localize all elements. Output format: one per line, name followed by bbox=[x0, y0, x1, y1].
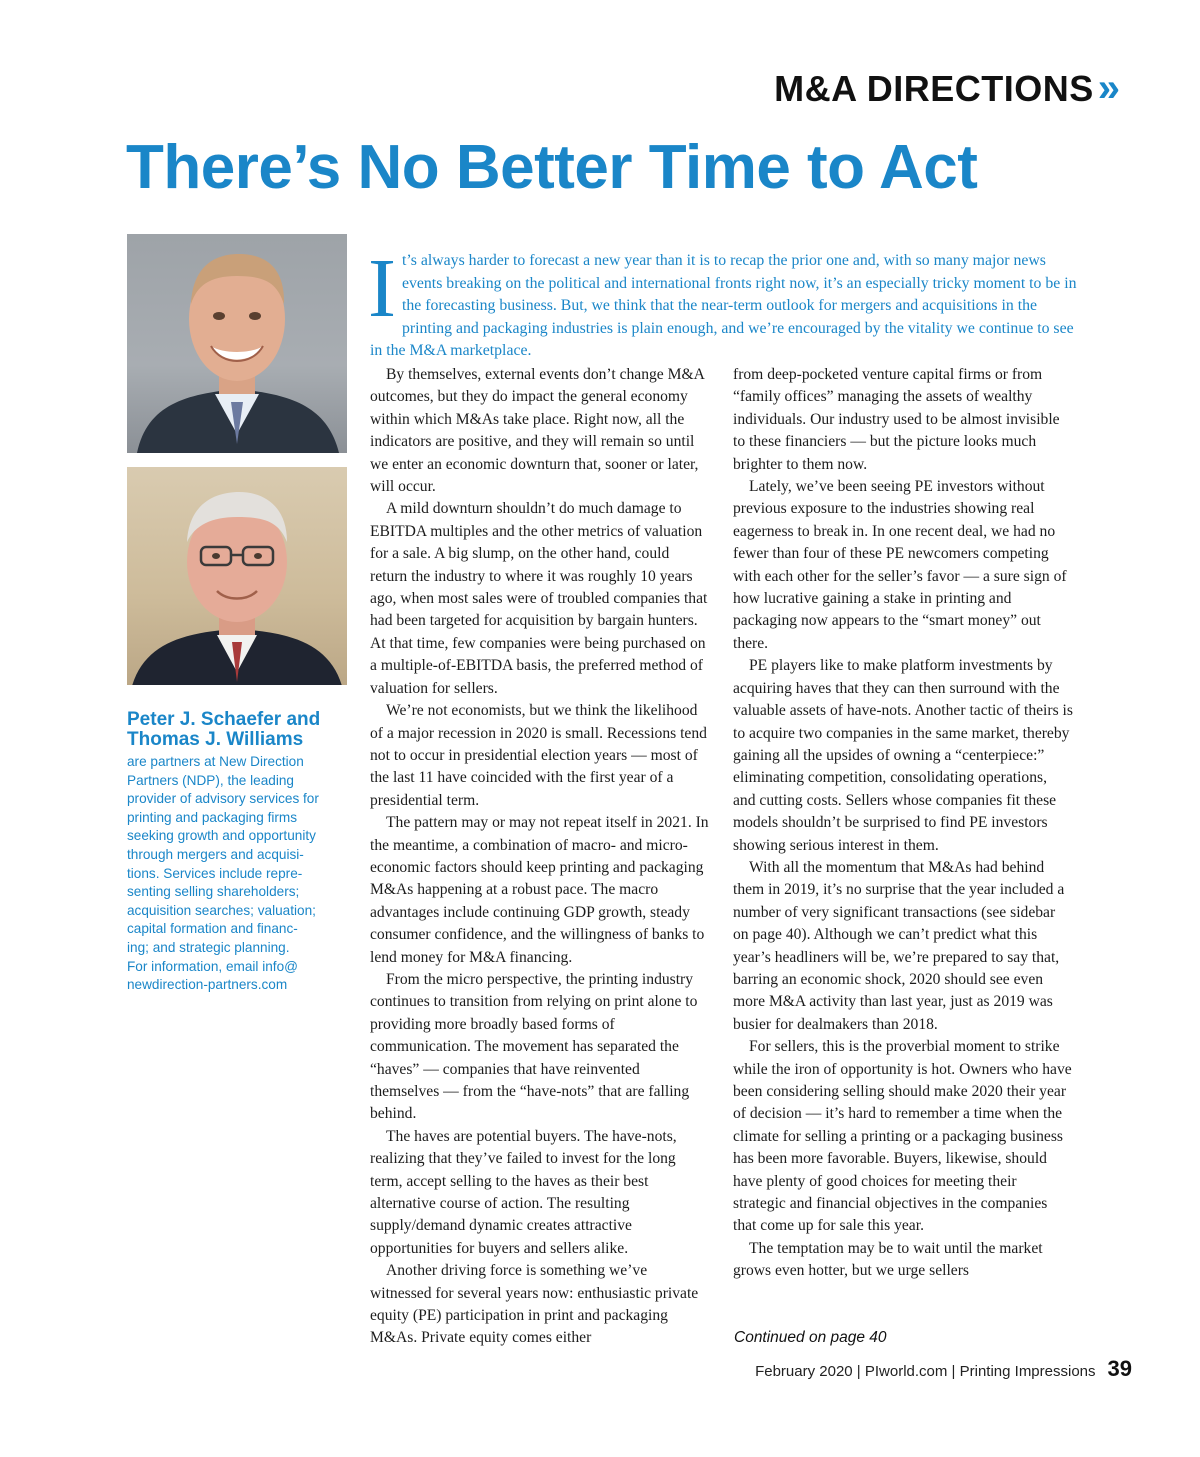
paragraph: PE players like to make platform investments by acquiring haves that they can then surround with the valuable assets of have-nots. Another tactic of theirs is to acquire two companies in the same market, thereby gaining all the upsides of owning a “centerpiece:” eliminating competition, consolidating operations, and cutting costs. Sellers whose companies fit these models shouldn’t be surprised to find PE investors showing serious interest in them. bbox=[733, 657, 1073, 854]
chevron-right-icon: » bbox=[1097, 66, 1112, 110]
author-photo-thomas-williams bbox=[127, 467, 347, 685]
article-column-1 bbox=[370, 364, 710, 1350]
page-footer bbox=[755, 1356, 1132, 1382]
paragraph: from deep-pocketed venture capital firms or from “family offices” managing the assets of wealthy individuals. Our industry used to be almost invisible to these financiers — but the picture looks much brighter to them now. bbox=[733, 366, 1060, 473]
footer-text: February 2020 | PIworld.com | Printing Impressions bbox=[755, 1363, 1096, 1380]
paragraph: With all the momentum that M&As had behind them in 2019, it’s no surprise that the year included a number of very significant transactions (see sidebar on page 40). Although we can’t predict what this year’s headliners will be, we’re prepared to say that, barring an economic shock, 2020 should see even more M&A activity than last year, just as 2019 was busier for dealmakers than 2018. bbox=[733, 858, 1065, 1033]
paragraph: By themselves, external events don’t change M&A outcomes, but they do impact the general economy within which M&As take place. Right now, all the indicators are positive, and they will remain so until we enter an economic downturn that, sooner or later, will occur. bbox=[370, 366, 705, 496]
lede-text: t’s always harder to forecast a new year than it is to recap the prior one and, with so many major news events breaking on the political and international fronts right now, it’s an especially tricky moment to be in the forecasting business. But, we think that the near-term outlook for mergers and acquisitions in the printing and packaging industries is plain enough, and we’re encouraged by the vitality we continue to see in the M&A marketplace. bbox=[370, 252, 1077, 360]
paragraph: The pattern may or may not repeat itself in 2021. In the meantime, a combination of macro- and micro-economic factors should keep printing and packaging M&As happening at a robust pace. The macro advantages include continuing GDP growth, steady consumer confidence, and the willingness of banks to lend money for M&A financing. bbox=[370, 814, 709, 966]
continued-note: Continued on page 40 bbox=[734, 1329, 887, 1346]
paragraph: A mild downturn shouldn’t do much damage to EBITDA multiples and the other metrics of valuation for a sale. A big slump, on the other hand, could return the industry to where it was roughly 10 years ago, when most sales were of troubled companies that had been targeted for acquisition by bargain hunters. At that time, few companies were being purchased on a multiple-of-EBITDA basis, the preferred method of valuation for sellers. bbox=[370, 500, 708, 697]
author-bio bbox=[127, 710, 352, 995]
section-tag-label: M&A DIRECTIONS bbox=[774, 67, 1094, 109]
article-headline: There’s No Better Time to Act bbox=[126, 133, 978, 202]
author-names: Peter J. Schaefer and Thomas J. Williams bbox=[127, 709, 321, 750]
author-description: are partners at New Direction Partners (NDP), the leading provider of advisory services for printing and packaging firms seeking growth and opportunity through mergers and acquisi- tions. Services include repre- senting selling shareholders; acquisition searches; valuation; capital formation and financ- ing; and strategic planning. For information, email info@ newdirection-partners.com bbox=[127, 754, 319, 993]
paragraph: The temptation may be to wait until the market grows even hotter, but we urge sellers bbox=[733, 1239, 1043, 1280]
portrait-illustration bbox=[127, 234, 347, 453]
paragraph: From the micro perspective, the printing industry continues to transition from relying on print alone to providing more broadly based forms of communication. The movement has separated the “haves” — companies that have reinvented themselves — from the “have-nots” that are falling behind. bbox=[370, 970, 698, 1123]
paragraph: Lately, we’ve been seeing PE investors without previous exposure to the industries showing real eagerness to break in. In one recent deal, we had no fewer than four of these PE newcomers competing with each other for the seller’s favor — a sure sign of how lucrative gaining a stake in printing and packaging now appears to the “smart money” out there. bbox=[733, 478, 1067, 652]
section-tag bbox=[774, 66, 1112, 111]
paragraph: For sellers, this is the proverbial moment to strike while the iron of opportunity is hot. Owners who have been considering selling should make 2020 their year of decision — it’s hard to remember a time when the climate for selling a printing or a packaging business has been more favorable. Buyers, likewise, should have plenty of good choices for meeting their strategic and financial objectives in the companies that come up for sale this year. bbox=[733, 1038, 1072, 1235]
paragraph: Another driving force is something we’ve witnessed for several years now: enthusiastic private equity (PE) participation in print and packaging M&As. Private equity comes either bbox=[370, 1262, 699, 1347]
article-column-2 bbox=[733, 364, 1073, 1283]
article-lede bbox=[368, 242, 1080, 363]
drop-cap: I bbox=[368, 242, 396, 335]
page-number: 39 bbox=[1107, 1356, 1132, 1381]
paragraph: We’re not economists, but we think the likelihood of a major recession in 2020 is small. Recessions tend not to occur in presidential election years — most of the last 11 have coincided with the first year of a presidential term. bbox=[370, 702, 707, 809]
portrait-illustration bbox=[127, 467, 347, 685]
paragraph: The haves are potential buyers. The have-nots, realizing that they’ve failed to invest for the long term, accept selling to the haves as their best alternative course of action. The resulting supply/demand dynamic creates attractive opportunities for buyers and sellers alike. bbox=[370, 1127, 677, 1257]
author-photo-peter-schaefer bbox=[127, 234, 347, 453]
